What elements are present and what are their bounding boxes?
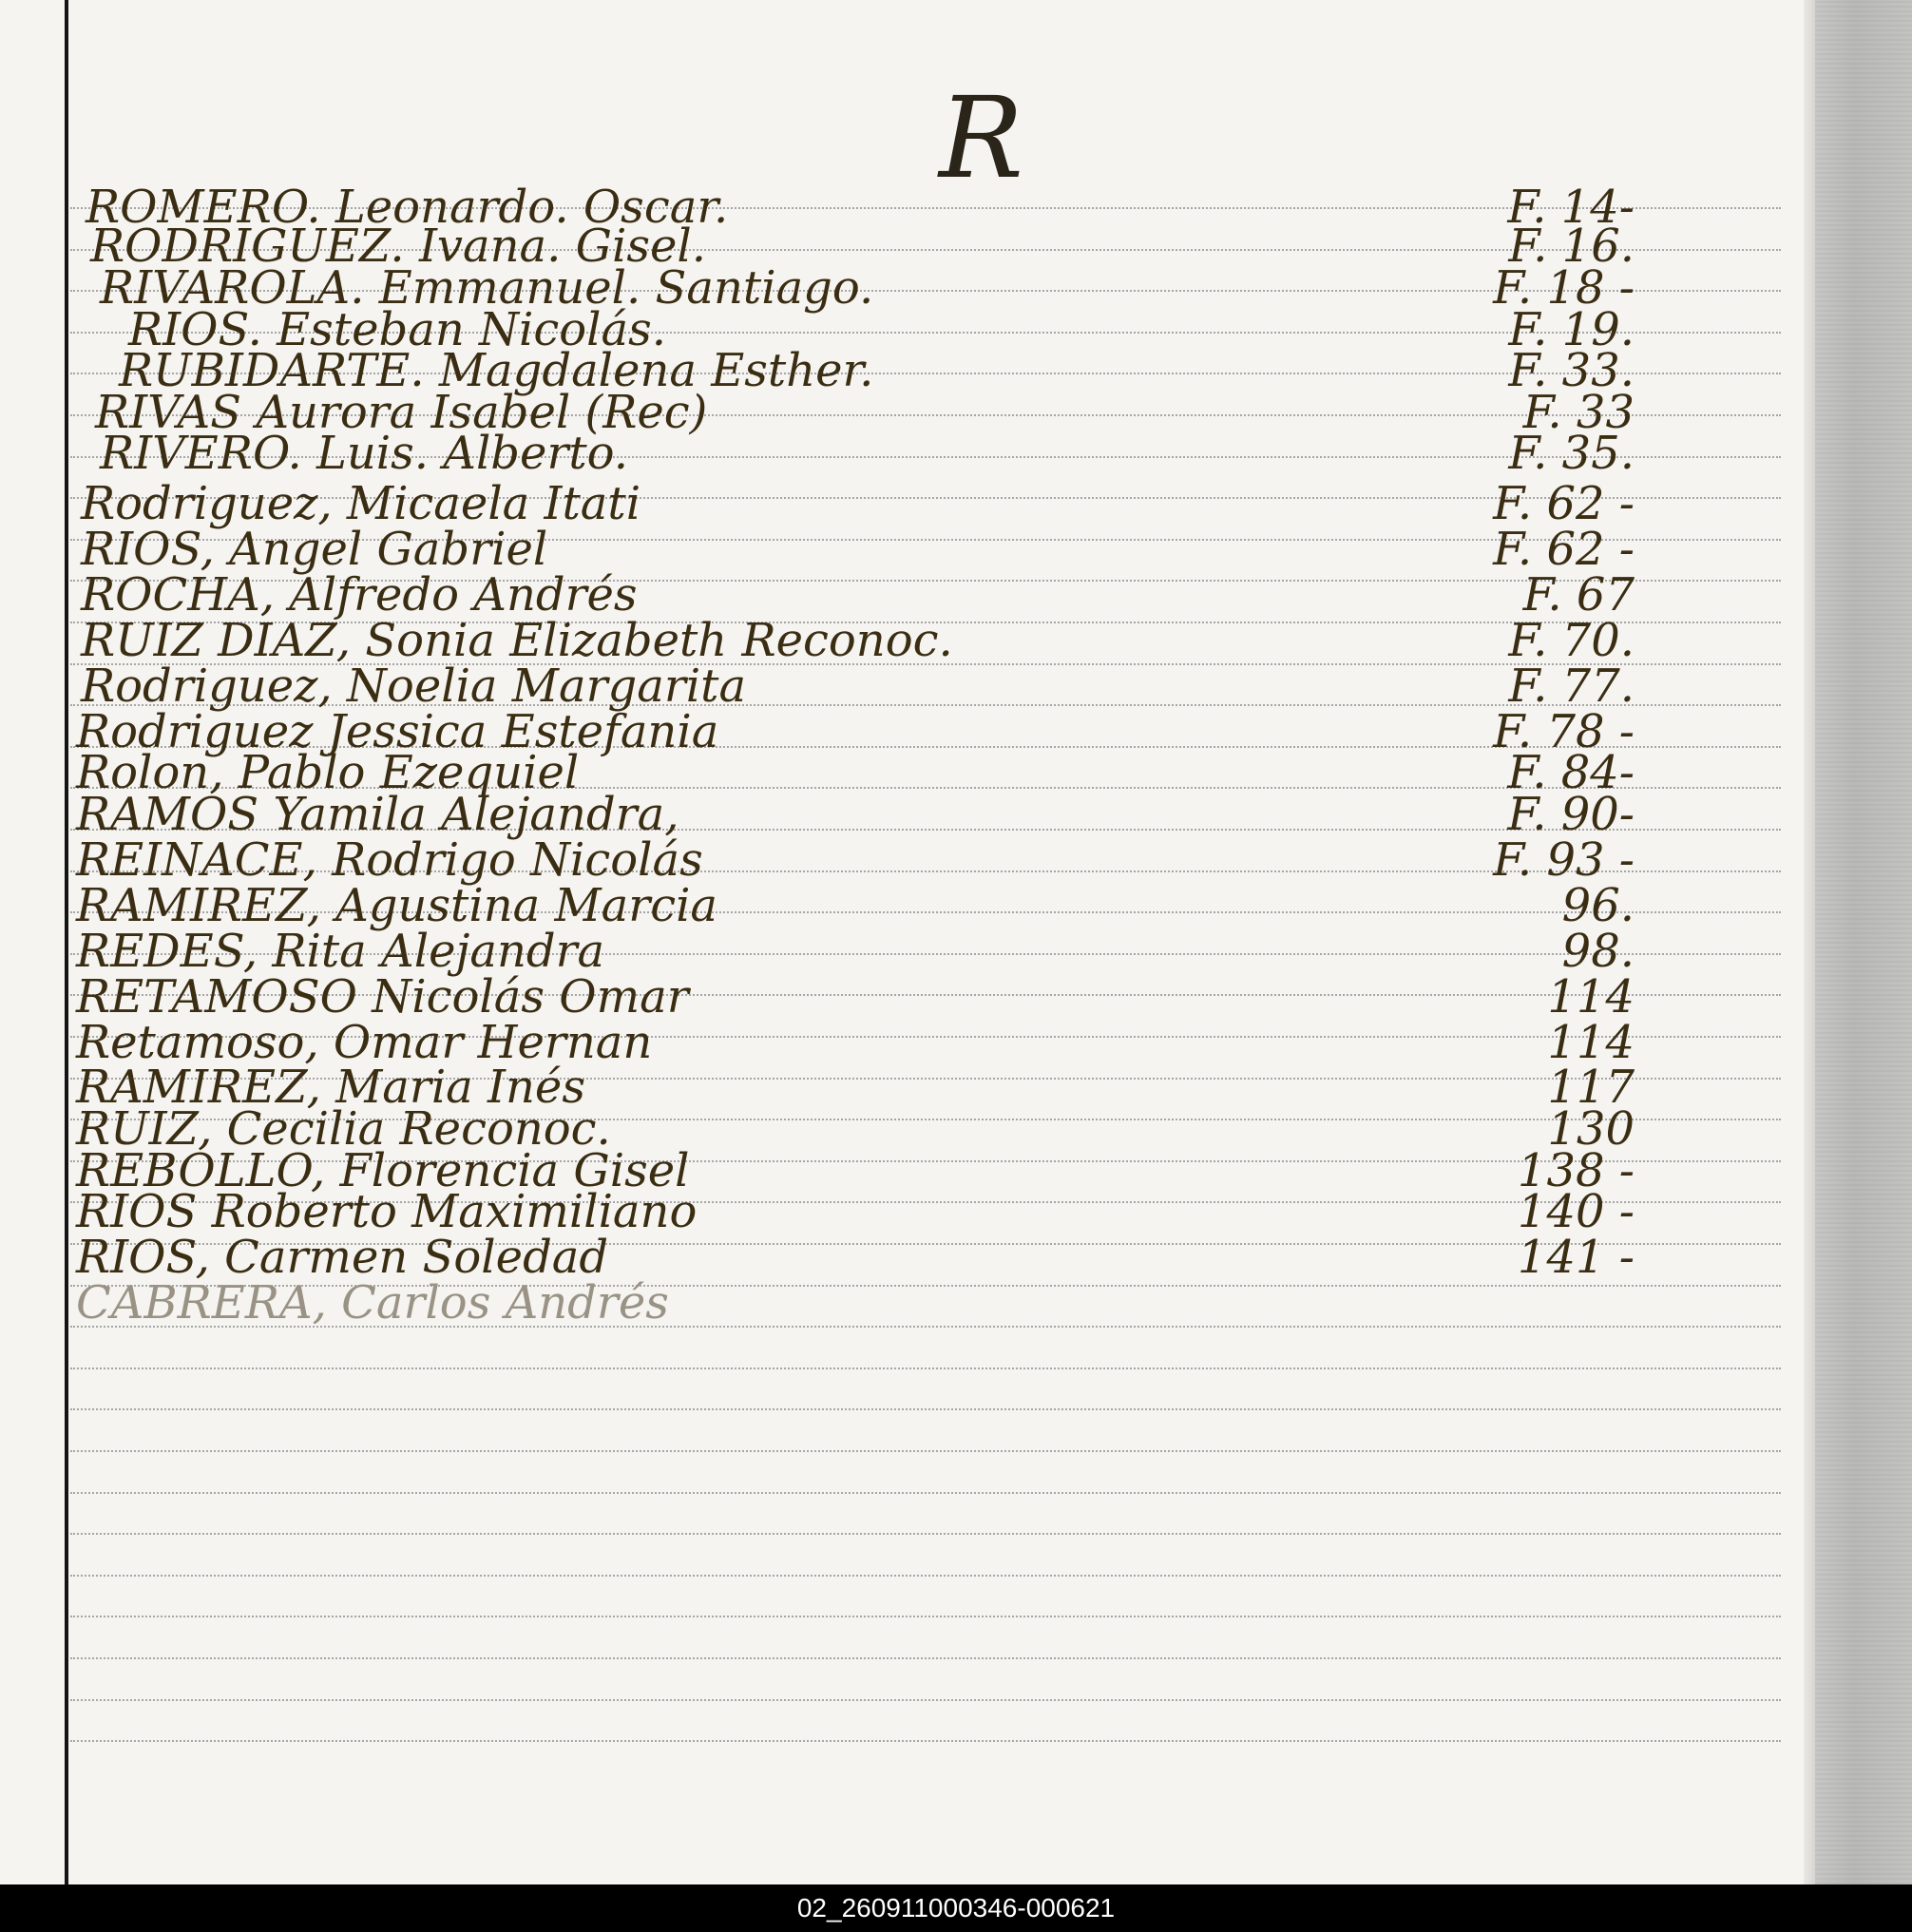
ruled-line [70, 1492, 1781, 1494]
entry-folio: F. 77. [1508, 660, 1635, 713]
entry-folio: 114 [1547, 970, 1635, 1023]
ruled-line [70, 1657, 1781, 1659]
entry-name: ROMERO. Leonardo. Oscar. [86, 181, 729, 234]
entry-folio: F. 78 - [1493, 705, 1635, 758]
ruled-line [70, 1575, 1781, 1577]
entry-name: RUBIDARTE. Magdalena Esther. [119, 344, 874, 397]
entry-name: ROCHA, Alfredo Andrés [81, 568, 638, 622]
entry-folio: F. 70. [1508, 614, 1635, 667]
index-letter: R [939, 72, 1023, 203]
entry-folio: F. 18 - [1493, 261, 1635, 315]
entry-folio: F. 90- [1507, 788, 1635, 841]
entry-row [76, 612, 1635, 667]
entry-folio: 117 [1547, 1061, 1635, 1114]
book-binding [1815, 0, 1912, 1884]
ruled-line [70, 1616, 1781, 1617]
entry-name: RETAMOSO Nicolás Omar [76, 970, 689, 1023]
entry-folio: F. 16. [1508, 220, 1635, 273]
entry-folio: 141 - [1517, 1231, 1635, 1284]
entry-name: Rolon, Pablo Ezequiel [76, 746, 580, 799]
entry-name: RIOS, Angel Gabriel [81, 523, 548, 576]
entry-name: RAMOS Yamila Alejandra, [76, 788, 679, 841]
caption-bar [0, 1884, 1912, 1932]
entry-row [76, 786, 1635, 841]
entry-folio: 138 - [1517, 1144, 1635, 1197]
entry-name: RODRIGUEZ. Ivana. Gisel. [90, 220, 707, 273]
entry-name: Rodriguez Jessica Estefania [76, 705, 719, 758]
entry-name: REBOLLO, Florencia Gisel [76, 1144, 690, 1197]
entry-folio: 140 - [1517, 1185, 1635, 1238]
entry-row [76, 968, 1635, 1023]
ruled-line [70, 1533, 1781, 1535]
entry-name: RUIZ, Cecilia Reconoc. [76, 1102, 611, 1156]
ruled-line [70, 1740, 1781, 1742]
ruled-line [70, 1368, 1781, 1369]
page-edge [1804, 0, 1815, 1884]
entry-name: RIVERO. Luis. Alberto. [100, 427, 628, 480]
entry-name: RAMIREZ, Maria Inés [76, 1061, 585, 1114]
entry-folio: F. 67 [1522, 568, 1635, 622]
entry-name: RIOS, Carmen Soledad [76, 1231, 609, 1284]
entry-folio: F. 62 - [1493, 523, 1635, 576]
entry-row [76, 658, 1635, 713]
entry-folio: F. 19. [1508, 303, 1635, 356]
entry-folio: 96. [1561, 879, 1635, 932]
margin-line [65, 0, 68, 1884]
entry-folio: 130 [1547, 1102, 1635, 1156]
entry-folio: F. 93 - [1493, 833, 1635, 887]
entry-name: CABRERA, Carlos Andrés [76, 1276, 669, 1329]
entry-folio: F. 14- [1507, 181, 1635, 234]
entry-folio: F. 33. [1508, 344, 1635, 397]
entry-row [76, 1183, 1635, 1238]
ruled-line [70, 1450, 1781, 1452]
entry-name: RIVAS Aurora Isabel (Rec) [95, 386, 708, 439]
entry-row [76, 877, 1635, 932]
entry-row [76, 832, 1635, 887]
image-caption: 02_260911000346-000621 [796, 1893, 1116, 1922]
entry-row [76, 923, 1635, 978]
entry-folio: F. 84- [1507, 746, 1635, 799]
entry-name: RIVAROLA. Emmanuel. Santiago. [100, 261, 874, 315]
entry-folio: 114 [1547, 1016, 1635, 1069]
entry-name: REINACE, Rodrigo Nicolás [76, 833, 703, 887]
entry-row [76, 1229, 1635, 1284]
ruled-line [70, 1699, 1781, 1701]
entry-row [76, 475, 1635, 530]
entry-name: RIOS Roberto Maximiliano [76, 1185, 698, 1238]
entry-folio: F. 33 [1522, 386, 1635, 439]
ruled-line [70, 1408, 1781, 1410]
entry-name: Rodriguez, Micaela Itati [81, 477, 641, 530]
entry-name: Retamoso, Omar Hernan [76, 1016, 653, 1069]
entry-folio: F. 62 - [1493, 477, 1635, 530]
entry-folio: F. 35. [1508, 427, 1635, 480]
entry-name: RUIZ DIAZ, Sonia Elizabeth Reconoc. [81, 614, 953, 667]
entry-name: REDES, Rita Alejandra [76, 925, 605, 978]
entry-row [76, 425, 1635, 480]
entry-name: Rodriguez, Noelia Margarita [81, 660, 747, 713]
entry-name: RIOS. Esteban Nicolás. [128, 303, 667, 356]
entry-row [76, 566, 1635, 622]
entry-name: RAMIREZ, Agustina Marcia [76, 879, 718, 932]
entry-row-pencil [76, 1274, 1635, 1329]
entry-row [76, 1014, 1635, 1069]
entry-row [76, 521, 1635, 576]
entry-folio: 98. [1561, 925, 1635, 978]
